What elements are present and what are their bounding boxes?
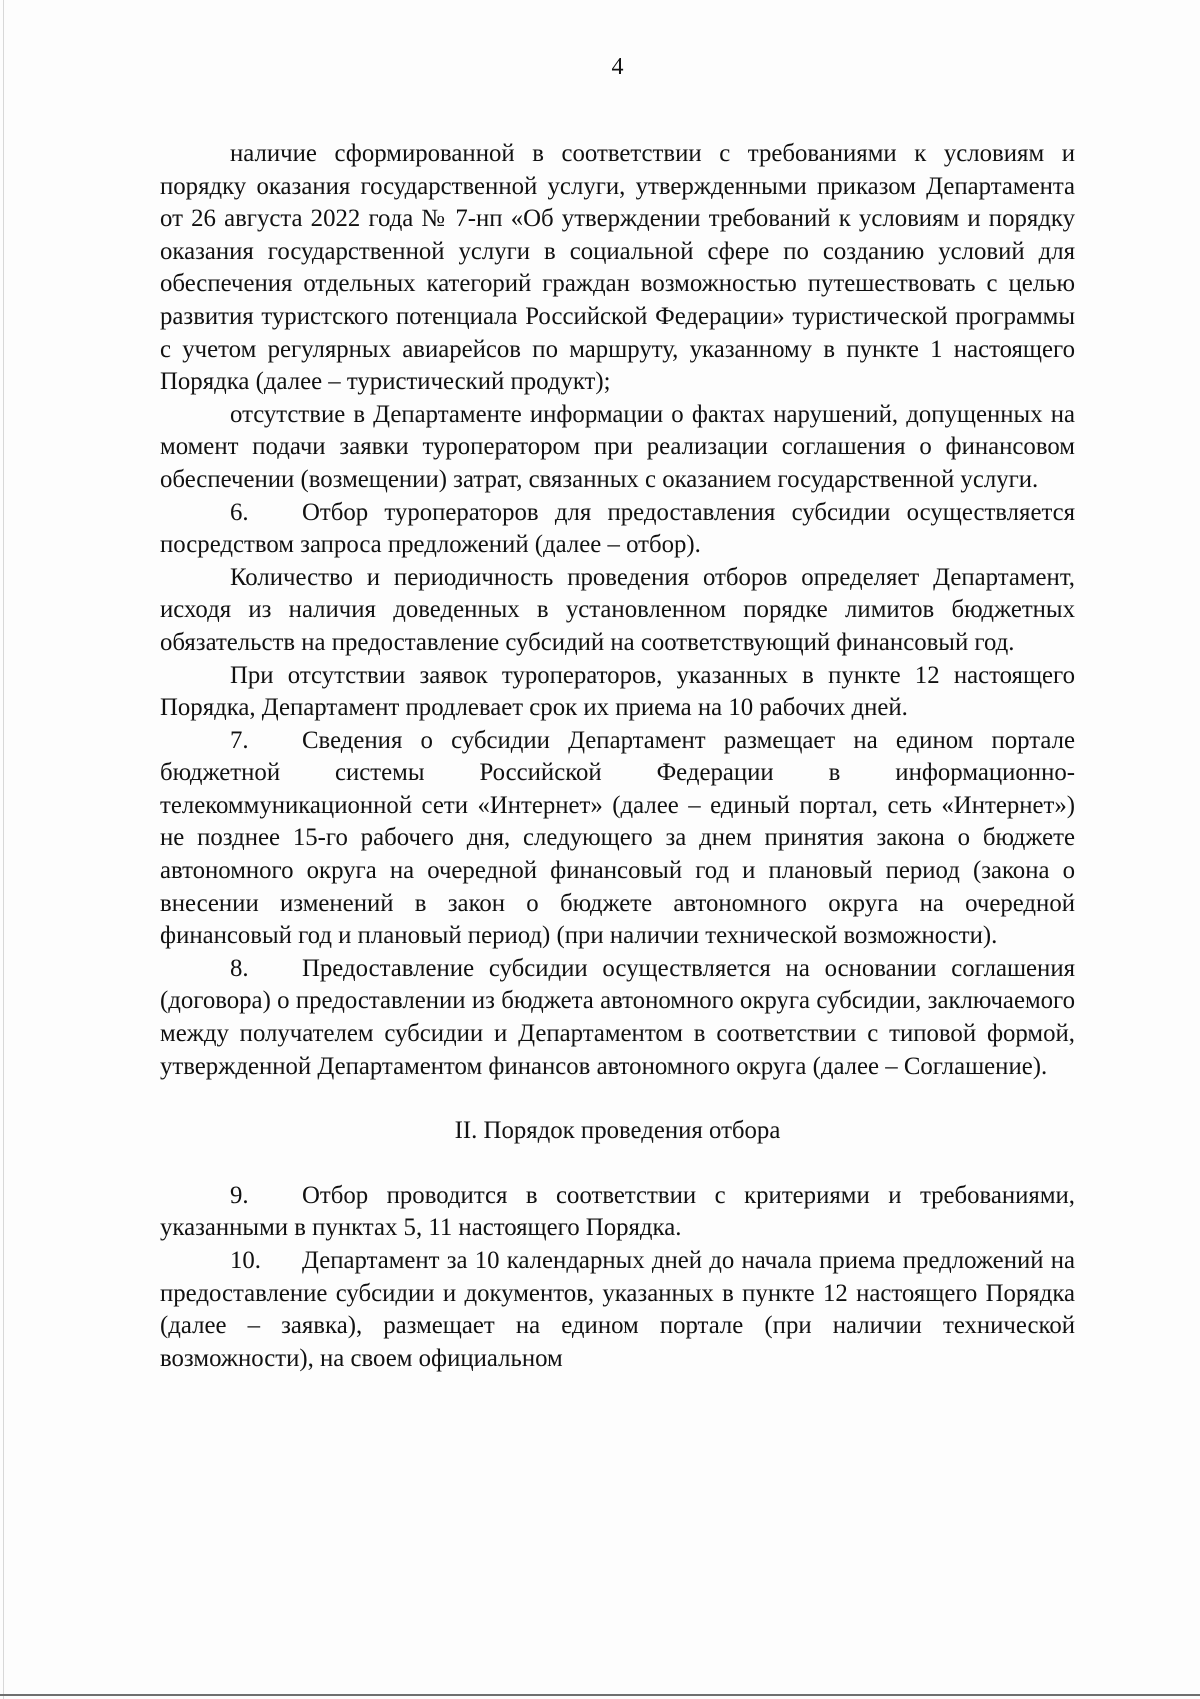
- paragraph-text: Отбор проводится в соответствии с критериями и требованиями, указанными в пунктах 5, 11 настоящего Порядка.: [160, 1181, 1075, 1242]
- paragraph-item-6: [160, 497, 1075, 562]
- document-body: [160, 138, 1075, 1375]
- paragraph-item-10: [160, 1245, 1075, 1375]
- paragraph-item-9: [160, 1180, 1075, 1245]
- item-number: 7.: [230, 726, 249, 754]
- paragraph-text: отсутствие в Департаменте информации о фактах нарушений, допущенных на момент подачи заявки туроператором при реализации соглашения о финансовом обеспечении (возмещении) затрат, связанных с оказанием государственной услуги.: [160, 400, 1075, 493]
- item-number: 6.: [230, 498, 249, 526]
- section-heading: II. Порядок проведения отбора: [454, 1117, 781, 1145]
- page-number: 4: [611, 54, 624, 80]
- paragraph-text: Департамент за 10 календарных дней до начала приема предложений на предоставление субсидии и документов, указанных в пункте 12 настоящего Порядка (далее – заявка), размещает на едином портале (при наличии технической возможности), на своем официальном: [160, 1247, 1075, 1372]
- paragraph-text: Предоставление субсидии осуществляется на основании соглашения (договора) о предоставлении из бюджета автономного округа субсидии, заключаемого между получателем субсидии и Департаментом в соответствии с типовой формой, утвержденной Департаментом финансов автономного округа (далее – Соглашение).: [160, 954, 1075, 1080]
- paragraph-item-7: [160, 725, 1075, 953]
- paragraph-text: наличие сформированной в соответствии с требованиями к условиям и порядку оказания государственной услуги, утвержденными приказом Департамента от 26 августа 2022 года № 7-нп «Об утверждении требований к условиям и порядку оказания государственной услуги в социальной сфере по созданию условий для обеспечения отдельных категорий граждан возможностью путешествовать с целью развития туристского потенциала Российской Федерации» туристической программы с учетом регулярных авиарейсов по маршруту, указанному в пункте 1 настоящего Порядка (далее – туристический продукт);: [160, 140, 1075, 396]
- item-number: 10.: [230, 1247, 261, 1274]
- scan-left-edge: [3, 0, 4, 1699]
- paragraph-text: Сведения о субсидии Департамент размещает на едином портале бюджетной системы Российской Федерации в информационно-телекоммуникационной сети «Интернет» (далее – единый портал, сеть «Интернет») не позднее 15-го рабочего дня, следующего за днем принятия закона о бюджете автономного округа на очередной финансовый год и плановый период (закона о внесении изменений в закон о бюджете автономного округа на очередной финансовый год и плановый период) (при наличии технической возможности).: [160, 726, 1075, 950]
- paragraph-criterion-no-violations: [160, 399, 1075, 497]
- item-number: 9.: [230, 1181, 249, 1209]
- paragraph-no-applications: [160, 660, 1075, 725]
- paragraph-selection-frequency: [160, 562, 1075, 660]
- paragraph-text: Отбор туроператоров для предоставления субсидии осуществляется посредством запроса предложений (далее – отбор).: [160, 498, 1075, 559]
- paragraph-text: Количество и периодичность проведения отборов определяет Департамент, исходя из наличия доведенных в установленном порядке лимитов бюджетных обязательств на предоставление субсидий на соответствующий финансовый год.: [160, 563, 1075, 656]
- scan-bottom-edge: [0, 1694, 1200, 1696]
- paragraph-item-8: [160, 953, 1075, 1083]
- item-number: 8.: [230, 954, 249, 982]
- paragraph-criterion-tour-product: [160, 138, 1075, 399]
- paragraph-text: При отсутствии заявок туроператоров, указанных в пункте 12 настоящего Порядка, Департамент продлевает срок их приема на 10 рабочих дней.: [160, 661, 1075, 722]
